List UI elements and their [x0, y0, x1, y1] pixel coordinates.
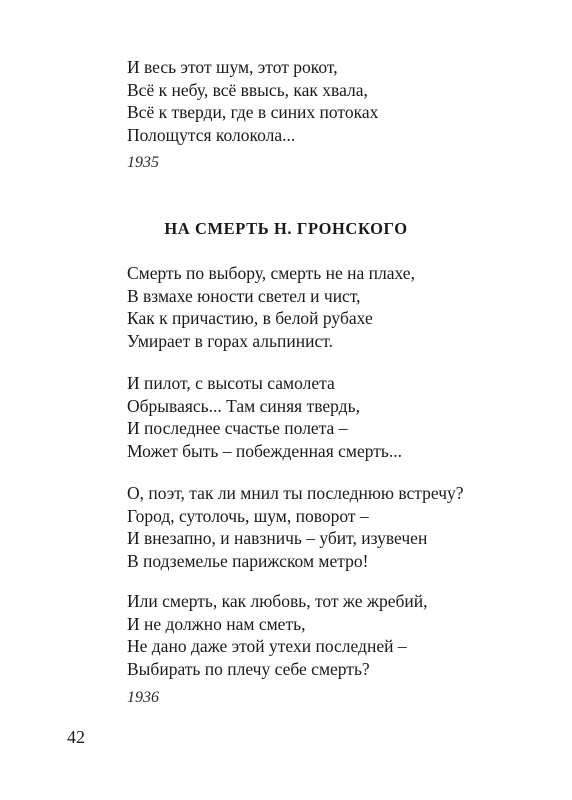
verse-line: Полощутся колокола...	[127, 124, 296, 145]
verse-line: И пилот, с высоты самолета	[127, 373, 335, 393]
verse-line: Смерть по выбору, смерть не на плахе,	[127, 263, 415, 283]
verse-line: Всё к тверди, где в синих потоках	[127, 102, 379, 123]
verse-line: Не дано даже этой утехи последней –	[127, 636, 407, 657]
poem2-stanza-1	[127, 262, 547, 352]
verse-line: И весь этот шум, этот рокот,	[127, 57, 338, 77]
verse-line: Умирает в горах альпинист.	[127, 330, 333, 351]
poem1-year: 1935	[127, 154, 159, 171]
poem2-stanza-4	[127, 590, 547, 680]
verse-line: В подземелье парижском метро!	[127, 550, 369, 571]
verse-line: Всё к небу, всё ввысь, как хвала,	[127, 79, 368, 100]
poem2-year: 1936	[127, 689, 159, 706]
poem-title: НА СМЕРТЬ Н. ГРОНСКОГО	[164, 219, 408, 238]
poem2-stanza-2	[127, 372, 547, 462]
verse-line: В взмахе юности светел и чист,	[127, 285, 361, 306]
verse-line: Или смерть, как любовь, тот же жребий,	[127, 591, 428, 611]
verse-line: Как к причастию, в белой рубахе	[127, 308, 373, 329]
verse-line: И внезапно, и навзничь – убит, изувечен	[127, 528, 428, 549]
verse-line: И последнее счастье полета –	[127, 418, 348, 439]
page-number: 42	[67, 727, 85, 747]
verse-line: Обрываясь... Там синяя твердь,	[127, 395, 360, 416]
verse-line: Город, сутолочь, шум, поворот –	[127, 505, 369, 526]
verse-line: Может быть – побежденная смерть...	[127, 440, 403, 461]
poem1-stanza	[127, 56, 547, 146]
verse-line: И не должно нам сметь,	[127, 613, 306, 634]
verse-line: Выбирать по плечу себе смерть?	[127, 658, 370, 679]
verse-line: О, поэт, так ли мнил ты последнюю встречу?	[127, 483, 464, 503]
poem2-stanza-3	[127, 482, 547, 572]
